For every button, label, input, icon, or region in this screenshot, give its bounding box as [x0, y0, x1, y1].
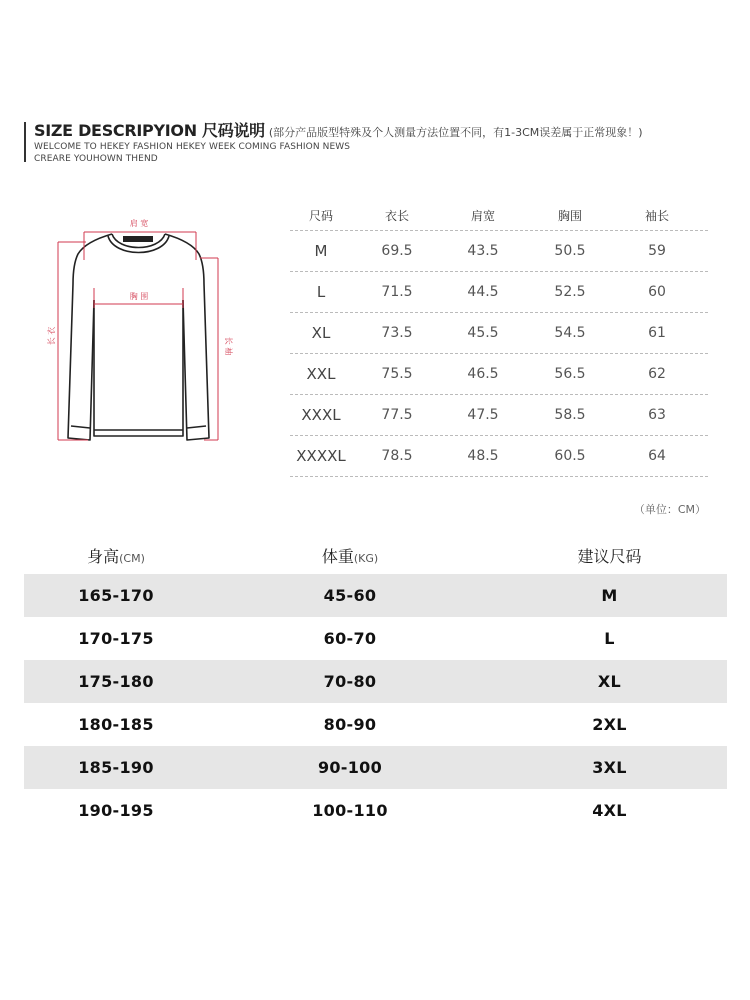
neck-label-tag	[123, 236, 153, 242]
chest-cell: 60.5	[554, 448, 586, 464]
sleeve-cell: 59	[648, 243, 666, 259]
size-cell: XXXL	[301, 406, 341, 424]
shoulder-cell: 45.5	[467, 325, 499, 341]
sleeve-cell: 64	[648, 448, 666, 464]
table-row	[290, 395, 708, 436]
sleeve-cell: 60	[648, 284, 666, 300]
header-height	[24, 544, 208, 567]
height-cell: 165-170	[78, 586, 154, 605]
weight-label: 体重	[321, 546, 354, 566]
size-cell: L	[604, 629, 615, 648]
weight-cell: 70-80	[323, 672, 377, 691]
height-cell: 170-175	[78, 629, 154, 648]
page-title: SIZE DESCRIPYION 尺码说明	[34, 121, 265, 140]
height-cell: 180-185	[78, 715, 154, 734]
table-row	[24, 789, 727, 832]
table-row	[290, 272, 708, 313]
size-cell: 2XL	[592, 715, 627, 734]
table-row	[290, 231, 708, 272]
chest-cell: 52.5	[554, 284, 586, 300]
sweater-illustration	[28, 208, 250, 470]
weight-unit: (KG)	[353, 551, 379, 565]
header-weight	[208, 544, 492, 567]
table-row	[24, 574, 727, 617]
header-size: 尺码	[308, 208, 333, 223]
sweater-outline	[68, 234, 209, 440]
chest-label: 胸 围	[129, 292, 149, 301]
header-suggested-size: 建议尺码	[577, 546, 642, 566]
shoulder-cell: 44.5	[467, 284, 499, 300]
table-row	[290, 313, 708, 354]
title-note: (部分产品版型特殊及个人测量方法位置不同，有1-3CM误差属于正常现象！)	[268, 126, 643, 139]
garment-table-header	[290, 200, 708, 231]
sleeve-label: 长 袖	[224, 336, 233, 356]
header-sleeve: 袖长	[644, 208, 669, 223]
size-cell: XXXXL	[296, 447, 346, 465]
shoulder-label: 肩 宽	[129, 219, 149, 228]
length-label: 长 衣	[47, 326, 56, 346]
length-cell: 71.5	[381, 284, 413, 300]
title-line	[34, 118, 643, 141]
length-cell: 78.5	[381, 448, 413, 464]
height-label: 身高	[87, 546, 120, 566]
shoulder-cell: 48.5	[467, 448, 499, 464]
table-row	[24, 617, 727, 660]
size-cell: 3XL	[592, 758, 627, 777]
header-chest: 胸围	[557, 208, 582, 223]
table-row	[24, 660, 727, 703]
height-cell: 185-190	[78, 758, 154, 777]
table-row	[24, 703, 727, 746]
weight-cell: 60-70	[323, 629, 377, 648]
header-shoulder: 肩宽	[470, 208, 495, 223]
table-row	[290, 354, 708, 395]
unit-note: （单位：CM）	[633, 503, 706, 516]
shoulder-cell: 43.5	[467, 243, 499, 259]
weight-cell: 80-90	[323, 715, 377, 734]
size-cell: XL	[311, 324, 331, 342]
size-cell: XL	[597, 672, 622, 691]
header-accent-bar	[24, 122, 26, 162]
height-cell: 175-180	[78, 672, 154, 691]
chest-cell: 50.5	[554, 243, 586, 259]
table-row	[24, 746, 727, 789]
sweater-diagram	[28, 208, 250, 470]
height-cell: 190-195	[78, 801, 154, 820]
sleeve-cell: 63	[648, 407, 666, 423]
measurement-lines	[58, 232, 218, 440]
shoulder-cell: 47.5	[467, 407, 499, 423]
chest-cell: 58.5	[554, 407, 586, 423]
chest-cell: 54.5	[554, 325, 586, 341]
size-cell: XXL	[306, 365, 336, 383]
size-cell: M	[601, 586, 618, 605]
recommend-table-header	[24, 536, 727, 574]
sleeve-cell: 61	[648, 325, 666, 341]
garment-size-table	[290, 200, 708, 477]
weight-cell: 90-100	[317, 758, 383, 777]
weight-cell: 100-110	[312, 801, 388, 820]
length-cell: 75.5	[381, 366, 413, 382]
length-cell: 73.5	[381, 325, 413, 341]
height-unit: (CM)	[119, 551, 145, 565]
size-cell: L	[316, 283, 326, 301]
header-length: 衣长	[384, 208, 409, 223]
table-row	[290, 436, 708, 477]
length-cell: 69.5	[381, 243, 413, 259]
length-cell: 77.5	[381, 407, 413, 423]
sleeve-cell: 62	[648, 366, 666, 382]
chest-cell: 56.5	[554, 366, 586, 382]
subtitle-1: WELCOME TO HEKEY FASHION HEKEY WEEK COMING FASHION NEWS	[34, 142, 351, 152]
size-cell: M	[314, 242, 328, 260]
size-recommendation-table	[24, 536, 727, 832]
size-cell: 4XL	[592, 801, 627, 820]
weight-cell: 45-60	[323, 586, 377, 605]
shoulder-cell: 46.5	[467, 366, 499, 382]
subtitle-2: CREARE YOUHOWN THEND	[34, 154, 158, 164]
